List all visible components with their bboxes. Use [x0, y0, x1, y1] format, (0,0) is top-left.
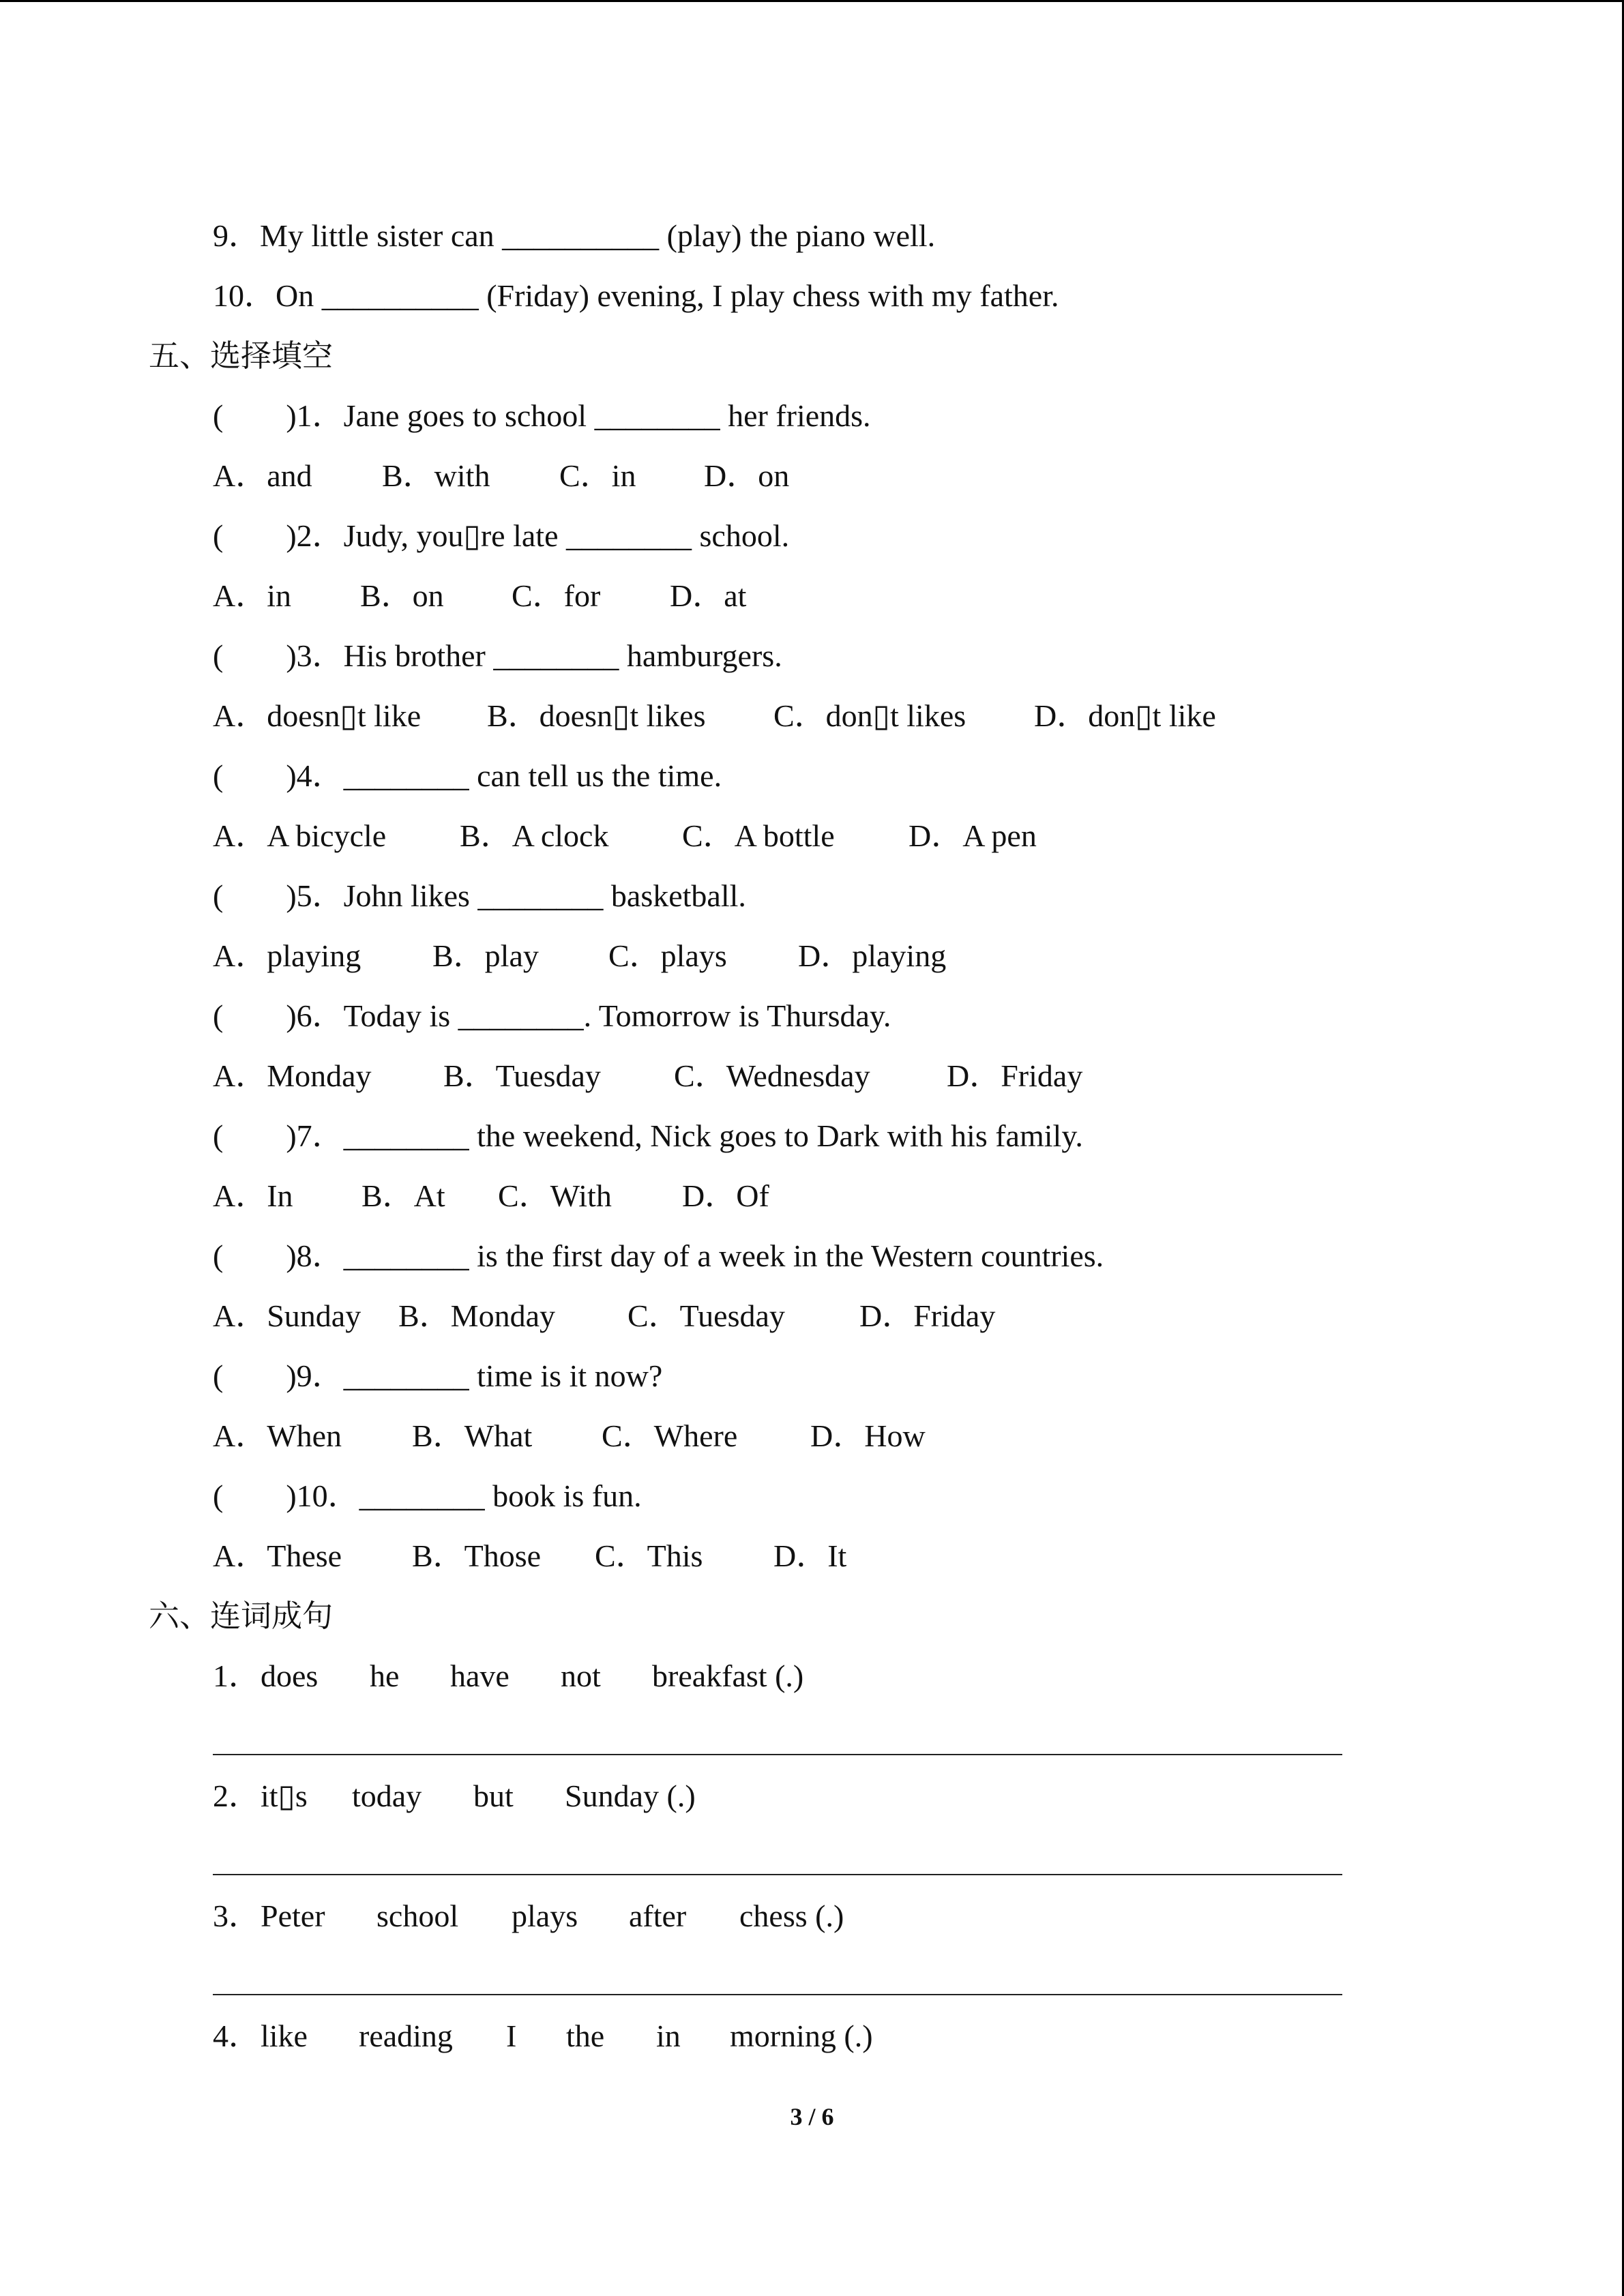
choice-option-8-b: B．Monday [398, 1298, 555, 1333]
scrambled-word: like [261, 2018, 308, 2053]
scrambled-word: morning (.) [730, 2018, 873, 2053]
choice-option-1-a: A．and [213, 458, 312, 493]
choice-option-3-c: C．don▯t likes [773, 698, 966, 733]
choice-question-1: ( )1．Jane goes to school ________ her friends. [213, 398, 871, 433]
choice-option-6-d: D．Friday [947, 1058, 1083, 1093]
choice-option-6-c: C．Wednesday [674, 1058, 870, 1093]
scrambled-word: in [656, 2018, 681, 2053]
scrambled-word: have [450, 1658, 510, 1693]
scrambled-word: but [473, 1778, 514, 1813]
answer-line-2[interactable] [213, 1874, 1342, 1875]
section-heading-sentence-building: 六、连词成句 [149, 1598, 334, 1634]
choice-option-9-b: B．What [412, 1418, 533, 1453]
fill-in-question-9: 9．My little sister can __________ (play) the piano well. [213, 218, 936, 253]
answer-line-1[interactable] [213, 1754, 1342, 1755]
choice-option-4-b: B．A clock [460, 818, 609, 853]
scrambled-word: reading [359, 2018, 453, 2053]
choice-option-5-b: B．play [432, 938, 539, 973]
choice-question-6: ( )6．Today is ________. Tomorrow is Thursday. [213, 998, 891, 1033]
scrambled-word: it▯s [261, 1778, 308, 1813]
page-number: 3 / 6 [790, 2103, 834, 2130]
scrambled-word: after [629, 1898, 687, 1933]
choice-option-10-b: B．Those [412, 1538, 542, 1573]
choice-option-6-a: A．Monday [213, 1058, 372, 1093]
choice-question-8: ( )8．________ is the first day of a week in the Western countries. [213, 1238, 1104, 1273]
choice-option-8-a: A．Sunday [213, 1298, 361, 1333]
sentence-item-number-3: 3． [213, 1898, 260, 1933]
scrambled-word: not [561, 1658, 601, 1693]
choice-option-3-a: A．doesn▯t like [213, 698, 422, 733]
choice-option-7-c: C．With [498, 1178, 612, 1213]
choice-option-4-a: A．A bicycle [213, 818, 387, 853]
sentence-item-number-2: 2． [213, 1778, 260, 1813]
choice-question-5: ( )5．John likes ________ basketball. [213, 878, 746, 913]
scrambled-word: today [352, 1778, 422, 1813]
choice-option-4-d: D．A pen [909, 818, 1037, 853]
choice-option-7-b: B．At [361, 1178, 445, 1213]
scrambled-word: Peter [261, 1898, 325, 1933]
scrambled-word: he [370, 1658, 400, 1693]
choice-option-1-d: D．on [704, 458, 790, 493]
choice-question-7: ( )7．________ the weekend, Nick goes to Dark with his family. [213, 1118, 1083, 1153]
choice-option-6-b: B．Tuesday [443, 1058, 601, 1093]
scrambled-word: school [377, 1898, 459, 1933]
fill-in-question-10: 10．On __________ (Friday) evening, I play chess with my father. [213, 278, 1059, 313]
answer-line-3[interactable] [213, 1994, 1342, 1995]
scrambled-word: I [506, 2018, 517, 2053]
scrambled-word: plays [512, 1898, 578, 1933]
choice-option-7-a: A．In [213, 1178, 293, 1213]
page-top-border [0, 0, 1624, 2]
choice-option-1-b: B．with [382, 458, 490, 493]
choice-option-10-d: D．It [773, 1538, 847, 1573]
scrambled-word: the [566, 2018, 605, 2053]
choice-option-5-d: D．playing [798, 938, 947, 973]
choice-option-4-c: C．A bottle [682, 818, 835, 853]
sentence-item-number-1: 1． [213, 1658, 260, 1693]
choice-question-2: ( )2．Judy, you▯re late ________ school. [213, 518, 790, 553]
choice-option-8-d: D．Friday [859, 1298, 996, 1333]
choice-question-3: ( )3．His brother ________ hamburgers. [213, 638, 782, 673]
choice-option-10-c: C．This [595, 1538, 703, 1573]
choice-option-3-d: D．don▯t like [1034, 698, 1216, 733]
section-heading-multiple-choice: 五、选择填空 [149, 338, 334, 374]
choice-option-2-d: D．at [670, 578, 747, 613]
choice-option-7-d: D．Of [682, 1178, 769, 1213]
choice-option-5-c: C．plays [608, 938, 727, 973]
scrambled-word: Sunday (.) [565, 1778, 696, 1813]
scrambled-word: breakfast (.) [652, 1658, 804, 1693]
choice-option-9-d: D．How [810, 1418, 926, 1453]
choice-option-9-a: A．When [213, 1418, 342, 1453]
choice-option-2-b: B．on [360, 578, 444, 613]
choice-option-9-c: C．Where [602, 1418, 738, 1453]
choice-option-3-b: B．doesn▯t likes [487, 698, 706, 733]
choice-option-1-c: C．in [559, 458, 636, 493]
choice-option-8-c: C．Tuesday [628, 1298, 785, 1333]
choice-question-10: ( )10．________ book is fun. [213, 1478, 642, 1513]
sentence-item-number-4: 4． [213, 2018, 260, 2053]
choice-option-2-c: C．for [512, 578, 601, 613]
choice-option-5-a: A．playing [213, 938, 361, 973]
choice-question-4: ( )4．________ can tell us the time. [213, 758, 722, 793]
choice-option-10-a: A．These [213, 1538, 342, 1573]
choice-option-2-a: A．in [213, 578, 291, 613]
scrambled-word: does [261, 1658, 319, 1693]
choice-question-9: ( )9．________ time is it now? [213, 1358, 663, 1393]
scrambled-word: chess (.) [739, 1898, 844, 1933]
